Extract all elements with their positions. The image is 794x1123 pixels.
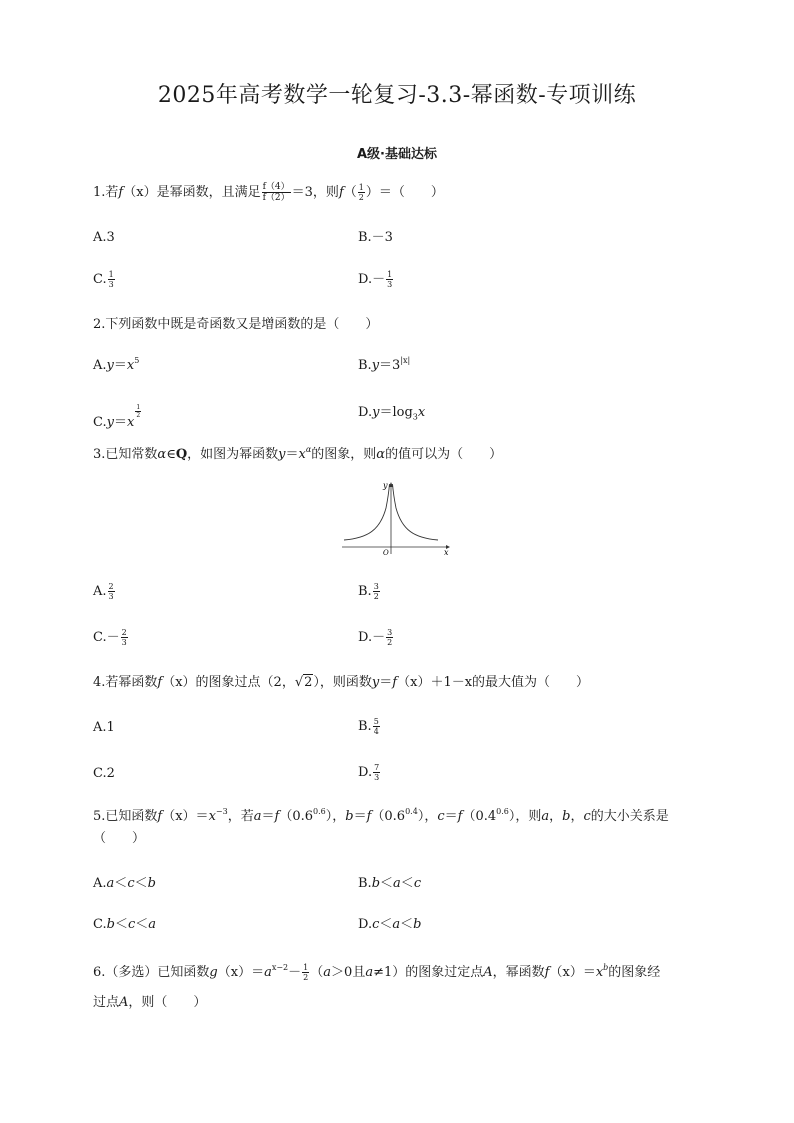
question-4 bbox=[93, 672, 713, 694]
q2-option-d[interactable] bbox=[358, 404, 425, 422]
q1-text2: 是幂函数，且满足 bbox=[156, 185, 261, 200]
separator: ， bbox=[549, 809, 563, 824]
q6-text4: ≠1）的图象过定点 bbox=[373, 965, 484, 980]
paren: （ bbox=[310, 965, 324, 980]
option-prefix: B. bbox=[358, 584, 372, 599]
option-prefix: A. bbox=[93, 876, 107, 891]
q5-option-b[interactable] bbox=[358, 875, 421, 893]
var-b: b bbox=[345, 809, 354, 824]
option-prefix: C.－ bbox=[93, 630, 120, 645]
var: b bbox=[371, 876, 381, 891]
option-prefix: B. bbox=[358, 719, 372, 734]
frac-den: 3 bbox=[108, 592, 114, 601]
power-function-graph bbox=[340, 478, 452, 556]
equals: ＝ bbox=[113, 358, 127, 373]
frac-num: 3 bbox=[387, 628, 393, 637]
var: a bbox=[148, 917, 157, 932]
var-x: x bbox=[417, 405, 426, 420]
q3-text4: 的值可以为（ ） bbox=[385, 447, 503, 462]
q6-text3: ＞0且 bbox=[331, 965, 366, 980]
answer-blank: （ ） bbox=[93, 831, 146, 846]
var-a: a bbox=[264, 965, 272, 980]
var: a bbox=[393, 876, 401, 891]
exponent: |x| bbox=[400, 356, 411, 365]
equals: ＝ bbox=[379, 675, 393, 690]
var-c: c bbox=[583, 809, 591, 824]
q3-text2: ，如图为幂函数 bbox=[187, 447, 279, 462]
var-f: f bbox=[457, 809, 463, 824]
var-y: y bbox=[106, 415, 114, 430]
q1-text4: ＝（ ） bbox=[378, 185, 444, 200]
equals: ＝ bbox=[353, 809, 367, 824]
var-b: b bbox=[562, 809, 571, 824]
q1-text: 若 bbox=[105, 185, 119, 200]
separator: ）， bbox=[417, 809, 438, 824]
fraction bbox=[108, 582, 115, 601]
frac-num: 2 bbox=[108, 582, 114, 591]
q5-option-c[interactable] bbox=[93, 916, 156, 934]
x-axis-label: x bbox=[444, 548, 449, 556]
frac-num: 1 bbox=[136, 404, 141, 411]
var-c: c bbox=[437, 809, 445, 824]
section-title: A级·基础达标 bbox=[357, 147, 437, 162]
q5-text4: 的大小关系是 bbox=[590, 809, 669, 824]
option-prefix: C. bbox=[93, 272, 107, 287]
q5-option-d[interactable] bbox=[358, 916, 422, 934]
var: c bbox=[127, 917, 136, 932]
fraction bbox=[373, 763, 380, 782]
separator: ， bbox=[570, 809, 584, 824]
frac-den: 2 bbox=[387, 638, 393, 647]
q5-text: 5.已知函数 bbox=[93, 809, 158, 824]
option-prefix: D. bbox=[358, 917, 373, 932]
q1-fraction bbox=[262, 182, 291, 203]
fraction bbox=[121, 628, 128, 647]
base: （0.4 bbox=[462, 809, 497, 824]
question-3 bbox=[93, 444, 713, 466]
var-a: a bbox=[253, 809, 262, 824]
equals: ＝3 bbox=[379, 358, 401, 373]
q6-text6: （x）＝ bbox=[549, 965, 596, 980]
frac-num: 1 bbox=[387, 270, 393, 279]
var-a: a bbox=[365, 965, 374, 980]
option-prefix: D.－ bbox=[358, 272, 386, 287]
var: c bbox=[372, 917, 380, 932]
frac-den: 4 bbox=[373, 727, 379, 736]
q3-option-d[interactable] bbox=[358, 628, 394, 647]
lt: ＜ bbox=[380, 876, 394, 891]
lt: ＜ bbox=[114, 876, 128, 891]
var-g: g bbox=[209, 965, 218, 980]
q3-text3: 的图象，则 bbox=[311, 447, 377, 462]
var: b bbox=[147, 876, 156, 891]
separator: ）， bbox=[325, 809, 346, 824]
q1-x: （x） bbox=[123, 185, 157, 200]
q1-text3: ＝3，则 bbox=[291, 185, 339, 200]
exponent: x−2 bbox=[271, 963, 289, 972]
q6-text2: （x）＝ bbox=[217, 965, 265, 980]
curve-right bbox=[393, 484, 439, 540]
var-f: f bbox=[544, 965, 550, 980]
q1-arg-den: 2 bbox=[358, 193, 364, 202]
option-prefix: D. bbox=[358, 405, 373, 420]
point-a: A bbox=[483, 965, 493, 980]
q4-text: 4.若幂函数 bbox=[93, 675, 158, 690]
var-a: a bbox=[323, 965, 332, 980]
frac-num: 7 bbox=[374, 763, 380, 772]
minus: － bbox=[288, 965, 302, 980]
equals: ＝ bbox=[444, 809, 458, 824]
q5-option-a[interactable] bbox=[93, 875, 156, 893]
var: b bbox=[106, 917, 115, 932]
q2-option-c[interactable] bbox=[93, 404, 142, 432]
option-prefix: A. bbox=[93, 358, 107, 373]
q4-text2: （x）的图象过点（2， bbox=[162, 675, 295, 690]
option-prefix: B. bbox=[358, 876, 372, 891]
q3-option-a[interactable] bbox=[93, 582, 116, 601]
var-alpha: α bbox=[376, 447, 386, 462]
q4-text4: （x）＋1－x的最大值为（ ） bbox=[397, 675, 590, 690]
log-base: 3 bbox=[412, 412, 418, 422]
base: （0.6 bbox=[371, 809, 406, 824]
q1-option-a[interactable]: A.3 bbox=[93, 230, 115, 245]
q1-f2: f bbox=[338, 185, 344, 200]
question-6 bbox=[93, 958, 713, 1018]
frac-den: 2 bbox=[136, 412, 141, 419]
var-x: x bbox=[595, 965, 604, 980]
q3-in: ∈ bbox=[166, 447, 176, 462]
option-prefix: B. bbox=[358, 358, 372, 373]
var-x: x bbox=[298, 447, 306, 462]
var: a bbox=[392, 917, 401, 932]
point-a: A bbox=[119, 995, 129, 1010]
frac-den: 2 bbox=[373, 592, 379, 601]
q5-text2: （x）＝ bbox=[162, 809, 209, 824]
exponent: b bbox=[603, 963, 609, 972]
fraction bbox=[373, 582, 380, 601]
question-1: 1.若f（x）是幂函数，且满足 $\frac{f(4)}{f(2)}$ ＝3，则f（ $\frac{1}{2}$ ）＝（ ） bbox=[93, 182, 444, 203]
q1-option-c[interactable] bbox=[93, 270, 116, 289]
var-y: y bbox=[371, 675, 380, 690]
lt: ＜ bbox=[134, 876, 148, 891]
q4-option-a[interactable]: A.1 bbox=[93, 720, 115, 735]
var-y: y bbox=[371, 358, 380, 373]
exponent: 0.4 bbox=[405, 807, 418, 816]
frac-num: 1 bbox=[303, 963, 309, 972]
lt: ＜ bbox=[114, 917, 128, 932]
option-prefix: C. bbox=[93, 917, 107, 932]
curve-left bbox=[344, 484, 390, 540]
var-x: x bbox=[127, 415, 135, 430]
equals: ＝ bbox=[113, 415, 127, 430]
var-a: a bbox=[541, 809, 550, 824]
q4-option-c[interactable]: C.2 bbox=[93, 766, 115, 781]
separator: ），则 bbox=[508, 809, 542, 824]
fraction bbox=[302, 963, 309, 982]
var-x: x bbox=[208, 809, 216, 824]
frac-den: 3 bbox=[374, 773, 380, 782]
q3-text: 3.已知常数 bbox=[93, 447, 158, 462]
y-axis-label: y bbox=[383, 481, 388, 490]
frac-den: 3 bbox=[387, 280, 393, 289]
question-2: 2.下列函数中既是奇函数又是增函数的是（ ） bbox=[93, 317, 379, 332]
var-x: x bbox=[126, 358, 135, 373]
q6-text7: 的图象经 bbox=[608, 965, 661, 980]
lt: ＜ bbox=[135, 917, 149, 932]
sqrt-radicand: 2 bbox=[304, 675, 313, 690]
q1-f: f bbox=[118, 185, 124, 200]
var-f: f bbox=[274, 809, 280, 824]
q1-arg-num: 1 bbox=[358, 183, 364, 192]
option-prefix: A. bbox=[93, 584, 107, 599]
option-prefix: C. bbox=[93, 415, 107, 430]
q1-c-fraction bbox=[108, 270, 115, 289]
q3-option-b[interactable] bbox=[358, 582, 381, 601]
var-y: y bbox=[372, 405, 380, 420]
frac-num: 2 bbox=[121, 628, 127, 637]
question-5 bbox=[93, 806, 713, 850]
fraction bbox=[373, 717, 380, 736]
frac-den: 2 bbox=[303, 973, 309, 982]
q6-text: 6.（多选）已知函数 bbox=[93, 965, 210, 980]
equals: ＝ bbox=[261, 809, 275, 824]
q1-frac-num: f（4） bbox=[262, 182, 290, 192]
var-f: f bbox=[157, 675, 163, 690]
fraction bbox=[386, 628, 393, 647]
q4-option-d[interactable] bbox=[358, 763, 381, 782]
var-f: f bbox=[157, 809, 163, 824]
q6-text9: ，则（ ） bbox=[128, 995, 207, 1010]
var: c bbox=[413, 876, 422, 891]
var: b bbox=[413, 917, 422, 932]
q4-text3: ），则函数 bbox=[313, 675, 372, 690]
q3-option-c[interactable] bbox=[93, 628, 129, 647]
q2-option-b[interactable] bbox=[358, 357, 410, 375]
exponent: 0.6 bbox=[313, 807, 326, 816]
q5-text3: ，若 bbox=[227, 809, 254, 824]
question-number: 1. bbox=[93, 185, 106, 200]
exponent: −3 bbox=[215, 807, 228, 816]
exponent: α bbox=[305, 445, 312, 454]
exponent: 0.6 bbox=[496, 807, 509, 816]
origin-label: O bbox=[383, 549, 389, 556]
option-prefix: D. bbox=[358, 765, 373, 780]
q2-option-a[interactable] bbox=[93, 357, 139, 375]
sqrt-symbol: √ bbox=[294, 675, 304, 690]
equals: ＝log bbox=[379, 405, 413, 420]
frac-num: 3 bbox=[373, 582, 379, 591]
var: a bbox=[106, 876, 115, 891]
option-prefix: D.－ bbox=[358, 630, 386, 645]
equals: ＝ bbox=[285, 447, 299, 462]
var-y: y bbox=[278, 447, 286, 462]
exponent-fraction bbox=[135, 404, 141, 419]
lt: ＜ bbox=[379, 917, 393, 932]
var-alpha: α bbox=[157, 447, 167, 462]
frac-den: 3 bbox=[121, 638, 127, 647]
q4-option-b[interactable] bbox=[358, 717, 381, 736]
set-q: Q bbox=[175, 447, 188, 462]
var-f: f bbox=[366, 809, 372, 824]
lt: ＜ bbox=[400, 876, 414, 891]
base: （0.6 bbox=[279, 809, 313, 824]
frac-den: 3 bbox=[108, 280, 114, 289]
q1-arg-fraction bbox=[358, 183, 365, 202]
var-y: y bbox=[106, 358, 114, 373]
exponent: 5 bbox=[134, 356, 140, 365]
lt: ＜ bbox=[400, 917, 414, 932]
q6-text5: ，幂函数 bbox=[492, 965, 545, 980]
q6-text8: 过点 bbox=[93, 995, 120, 1010]
q1-option-d[interactable] bbox=[358, 270, 394, 289]
page-title: 2025年高考数学一轮复习-3.3-幂函数-专项训练 bbox=[157, 83, 637, 108]
var: c bbox=[127, 876, 135, 891]
frac-num: 5 bbox=[373, 717, 379, 726]
frac-num: 1 bbox=[108, 270, 114, 279]
var-f: f bbox=[392, 675, 398, 690]
q1-option-b[interactable]: B.－3 bbox=[358, 230, 393, 245]
q1-d-fraction bbox=[386, 270, 393, 289]
q1-frac-den: f（2） bbox=[262, 193, 290, 203]
